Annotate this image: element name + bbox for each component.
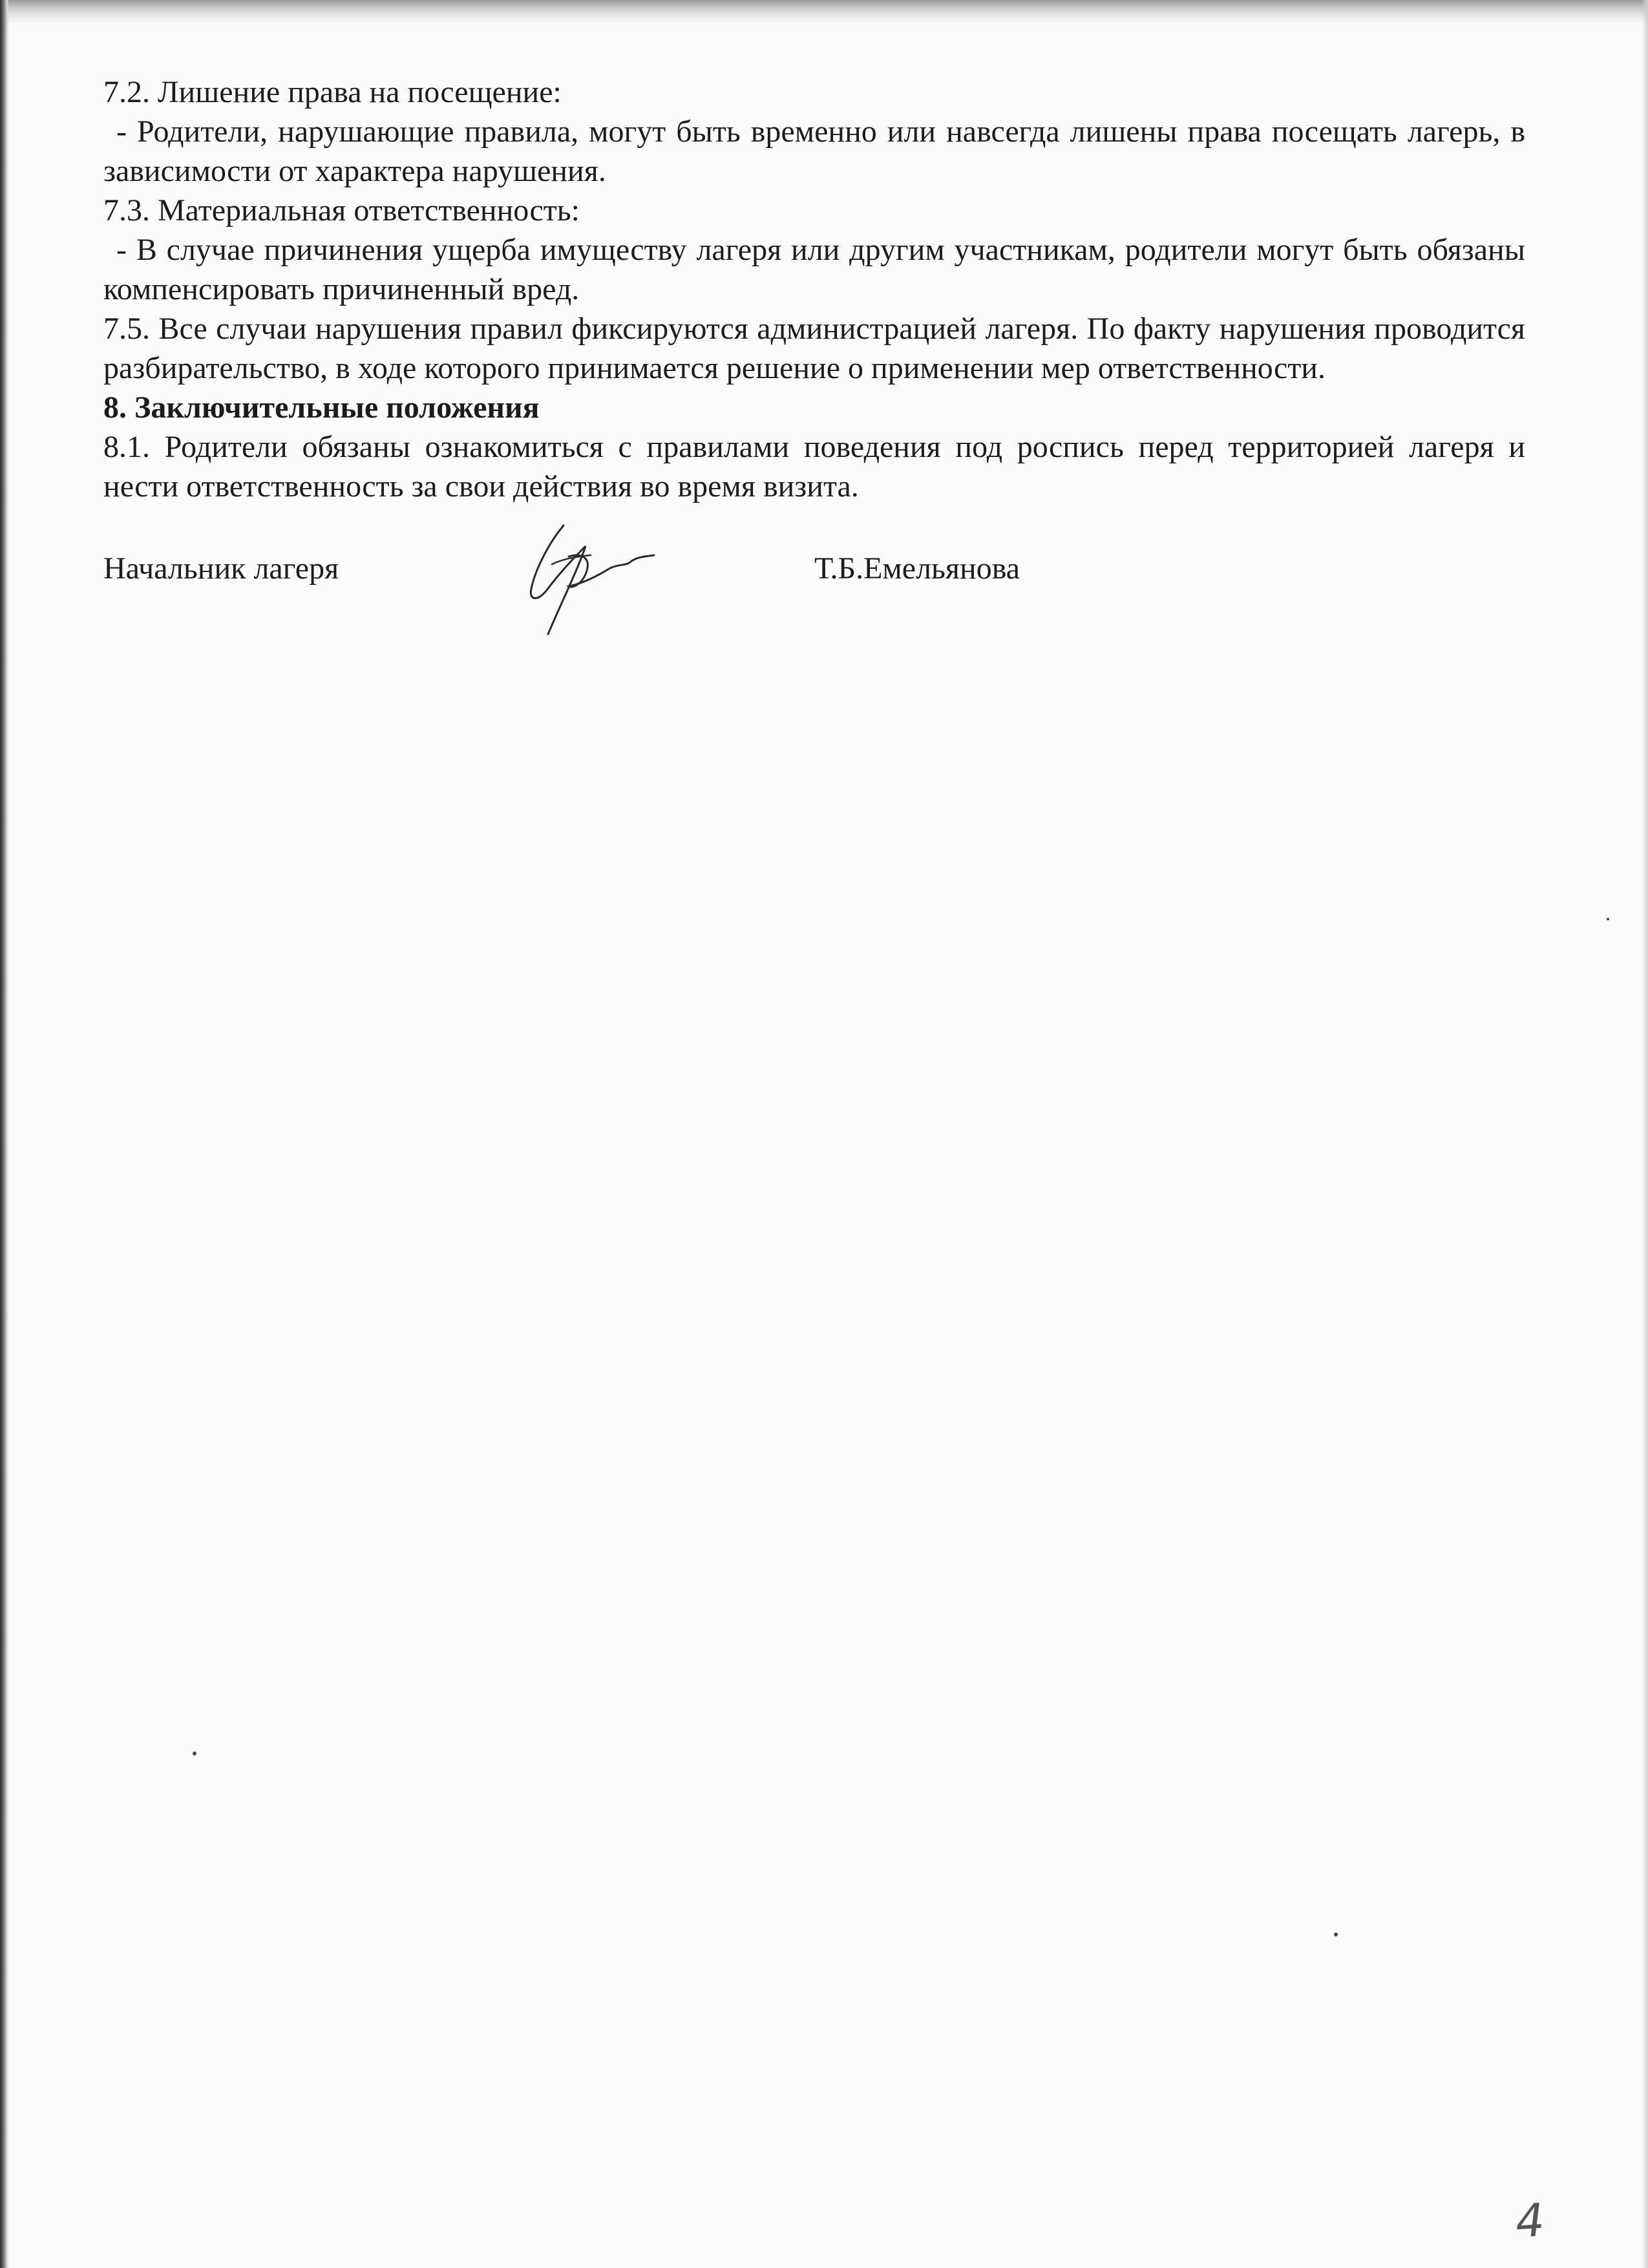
scan-edge-left bbox=[0, 0, 9, 2268]
page-number: 4 bbox=[1514, 2193, 1547, 2249]
signature-block bbox=[103, 549, 1525, 633]
scan-speck bbox=[1334, 1933, 1338, 1936]
paragraph-7-3-title: 7.3. Материальная ответственность: bbox=[103, 193, 580, 228]
handwritten-signature bbox=[523, 516, 659, 639]
scan-edge-top bbox=[0, 0, 1648, 26]
signatory-name: Т.Б.Емельянова bbox=[814, 551, 1020, 586]
paragraph-7-2-title: 7.2. Лишение права на посещение: bbox=[103, 75, 562, 109]
scan-edge-right bbox=[1642, 0, 1648, 2268]
scan-speck bbox=[1607, 918, 1609, 920]
paragraph-8-1: 8.1. Родители обязаны ознакомиться с правилами поведения под роспись перед территорией лагеря и нести ответственность за свои действия во время визита. bbox=[103, 430, 1525, 503]
scan-speck bbox=[193, 1752, 196, 1755]
paragraph-7-2-body: - Родители, нарушающие правила, могут быть временно или навсегда лишены права посещать лагерь, в зависимости от характера нарушения. bbox=[103, 114, 1525, 188]
paragraph-7-3-body: - В случае причинения ущерба имуществу лагеря или другим участникам, родители могут быть обязаны компенсировать причиненный вред. bbox=[103, 233, 1525, 306]
section-heading: 8. Заключительные положения bbox=[103, 390, 540, 425]
paragraph-7-5: 7.5. Все случаи нарушения правил фиксируются администрацией лагеря. По факту нарушения проводится разбирательство, в ходе которого принимается решение о применении мер ответственности. bbox=[103, 312, 1525, 385]
document-body bbox=[103, 72, 1525, 633]
signatory-title: Начальник лагеря bbox=[103, 551, 339, 586]
